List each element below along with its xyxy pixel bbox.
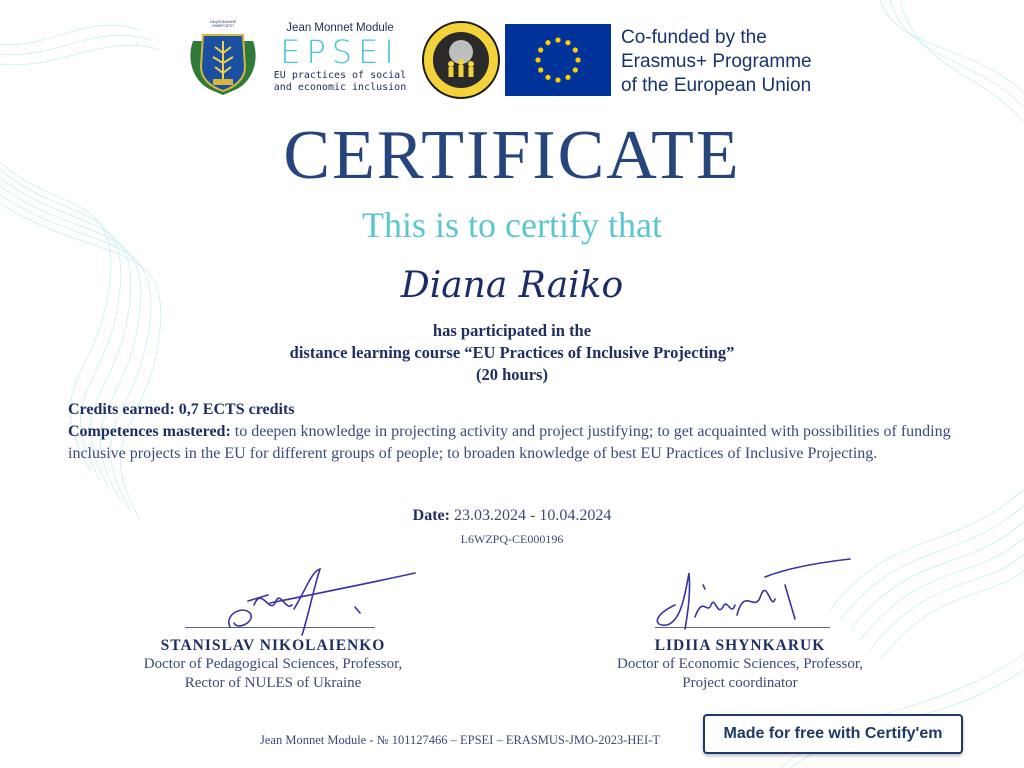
cofunded-line: Co-funded by the (621, 27, 767, 48)
svg-text:УНІВЕРСИТЕТ: УНІВЕРСИТЕТ (211, 24, 235, 28)
certifyem-badge-link[interactable]: Made for free with Certify'em (703, 714, 963, 754)
course-hours: (20 hours) (476, 365, 548, 384)
svg-text:НАЦІОНАЛЬНИЙ: НАЦІОНАЛЬНИЙ (210, 20, 236, 24)
course-name: distance learning course “EU Practices of Inclusive Projecting” (289, 343, 735, 362)
credits-earned: Credits earned: 0,7 ECTS credits (68, 401, 295, 418)
date-line (0, 505, 1024, 527)
signatory-title: Doctor of Economic Sciences, Professor, (617, 656, 863, 672)
cofunded-text (621, 26, 812, 98)
signatory-title: Doctor of Pedagogical Sciences, Professor, (143, 656, 403, 672)
date-label: Date: (412, 507, 450, 524)
cofunded-line: of the European Union (621, 75, 812, 96)
certificate-code: L6WZPQ-CE000196 (460, 532, 564, 546)
signatory-name: LIDIIA SHYNKARUK (654, 637, 826, 654)
signatory-role: Rector of NULES of Ukraine (184, 675, 362, 691)
association-logo-icon (421, 20, 501, 100)
signature-1 (210, 565, 420, 640)
competences-label: Competences mastered: (68, 423, 231, 440)
university-emblem-icon (183, 17, 263, 99)
signature-2 (645, 555, 855, 635)
certificate-subtitle: This is to certify that (362, 205, 662, 245)
competences-text: to deepen knowledge in projecting activity and project justifying; to get acquainted with possibilities of funding inclusive projects in the EU for different groups of people; to broaden knowledge of best EU Practices of Inclusive Projecting. (68, 423, 951, 462)
recipient-name: Diana Raiko (400, 265, 624, 306)
epsei-logo (266, 20, 414, 104)
certificate-title: CERTIFICATE (283, 117, 741, 194)
signatory-role: Project coordinator (682, 675, 798, 691)
participation-line: has participated in the (432, 321, 592, 340)
module-tagline: and economic inclusion (273, 82, 407, 93)
module-tagline: EU practices of social (273, 70, 407, 81)
course-description (0, 320, 1024, 386)
credits-block (68, 399, 968, 465)
eu-flag-icon (505, 24, 611, 96)
footer-text: Jean Monnet Module - № 101127466 – EPSEI – ERASMUS-JMO-2023-HEI-T (260, 733, 660, 747)
module-label: Jean Monnet Module (286, 22, 394, 34)
signatory-name: STANISLAV NIKOLAIENKO (160, 637, 386, 654)
date-value: 23.03.2024 - 10.04.2024 (449, 507, 612, 524)
module-name: EPSEI (280, 33, 400, 71)
cofunded-line: Erasmus+ Programme (621, 51, 812, 72)
signatory-1 (103, 636, 443, 693)
signatory-2 (570, 636, 910, 693)
